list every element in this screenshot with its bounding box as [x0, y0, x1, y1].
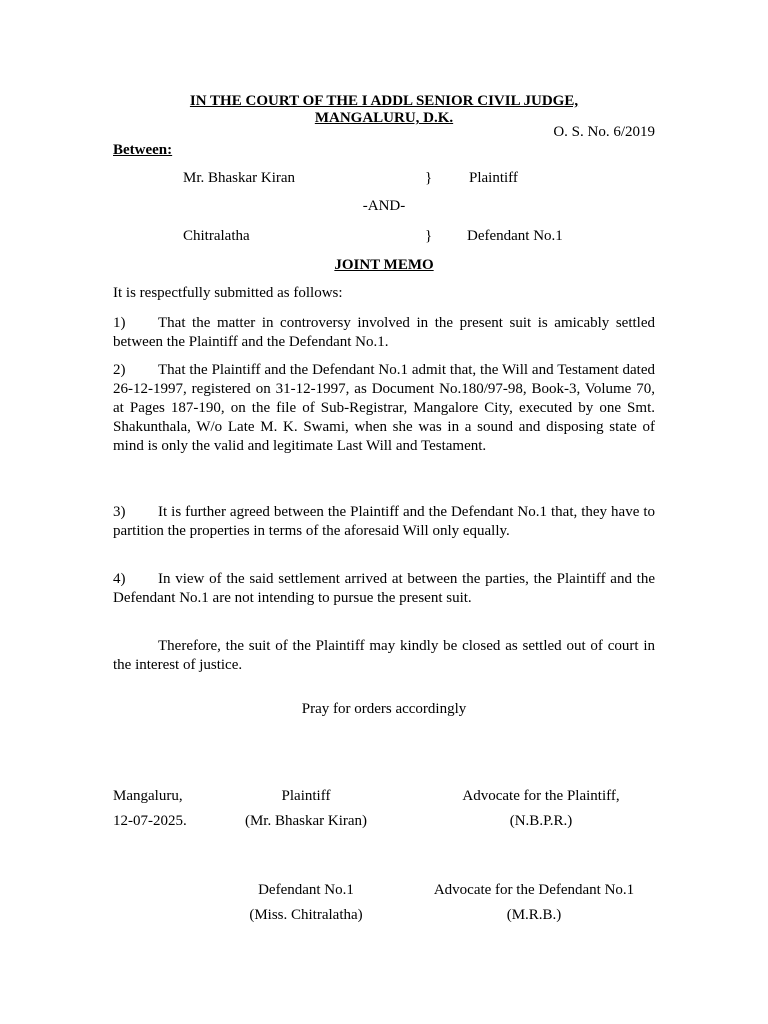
signature-place: Mangaluru,: [113, 788, 183, 804]
prayer-line: Pray for orders accordingly: [301, 701, 467, 717]
point-text: That the matter in controversy involved in the present suit is amicably settled between the Plaintiff and the Defendant No.1.: [113, 315, 655, 350]
defendant-name: Chitralatha: [183, 228, 250, 244]
memo-point-4: [113, 570, 655, 608]
memo-point-2: [113, 361, 655, 456]
memo-conclusion: Therefore, the suit of the Plaintiff may kindly be closed as settled out of court in the interest of justice.: [113, 638, 655, 673]
defendant-signature-label: Defendant No.1: [258, 882, 354, 898]
document-page: [113, 0, 655, 1024]
point-text: In view of the said settlement arrived at between the parties, the Plaintiff and the Defendant No.1 are not intending to pursue the present suit.: [113, 571, 655, 606]
between-label: Between:: [113, 142, 173, 158]
point-number: 3): [113, 504, 126, 520]
plaintiff-advocate-name: (N.B.P.R.): [509, 813, 573, 829]
memo-point-1: [113, 314, 655, 352]
court-heading-line1: IN THE COURT OF THE I ADDL SENIOR CIVIL JUDGE,: [189, 93, 579, 109]
memo-title: JOINT MEMO: [334, 257, 434, 273]
defendant-advocate-label: Advocate for the Defendant No.1: [433, 882, 635, 898]
plaintiff-name: Mr. Bhaskar Kiran: [183, 170, 296, 186]
signature-date: 12-07-2025.: [113, 813, 187, 829]
defendant-role: Defendant No.1: [467, 228, 563, 244]
plaintiff-brace: }: [425, 170, 433, 186]
plaintiff-signature-label: Plaintiff: [281, 788, 331, 804]
point-number: 2): [113, 362, 126, 378]
point-number: 4): [113, 571, 126, 587]
point-text: That the Plaintiff and the Defendant No.1 admit that, the Will and Testament dated 26-12-1997, registered on 31-12-1997, as Document No.180/97-98, Book-3, Volume 70, at Pages 187-190, on the file of Sub-Registrar, Mangalore City, executed by one Smt. Shakunthala, W/o Late M. K. Swami, when she was in a sound and disposing state of mind is only the valid and legitimate Last Will and Testament.: [113, 362, 655, 454]
memo-intro: It is respectfully submitted as follows:: [113, 285, 343, 301]
defendant-advocate-name: (M.R.B.): [506, 907, 562, 923]
and-label: -AND-: [362, 198, 406, 214]
defendant-brace: }: [425, 228, 433, 244]
case-number: O. S. No. 6/2019: [553, 124, 655, 140]
plaintiff-advocate-label: Advocate for the Plaintiff,: [462, 788, 620, 804]
court-heading-line2: MANGALURU, D.K.: [314, 110, 454, 126]
point-text: It is further agreed between the Plaintiff and the Defendant No.1 that, they have to partition the properties in terms of the aforesaid Will only equally.: [113, 504, 655, 539]
point-number: 1): [113, 315, 126, 331]
defendant-signature-name: (Miss. Chitralatha): [249, 907, 363, 923]
memo-point-3: [113, 503, 655, 541]
plaintiff-signature-name: (Mr. Bhaskar Kiran): [244, 813, 368, 829]
plaintiff-role: Plaintiff: [469, 170, 518, 186]
